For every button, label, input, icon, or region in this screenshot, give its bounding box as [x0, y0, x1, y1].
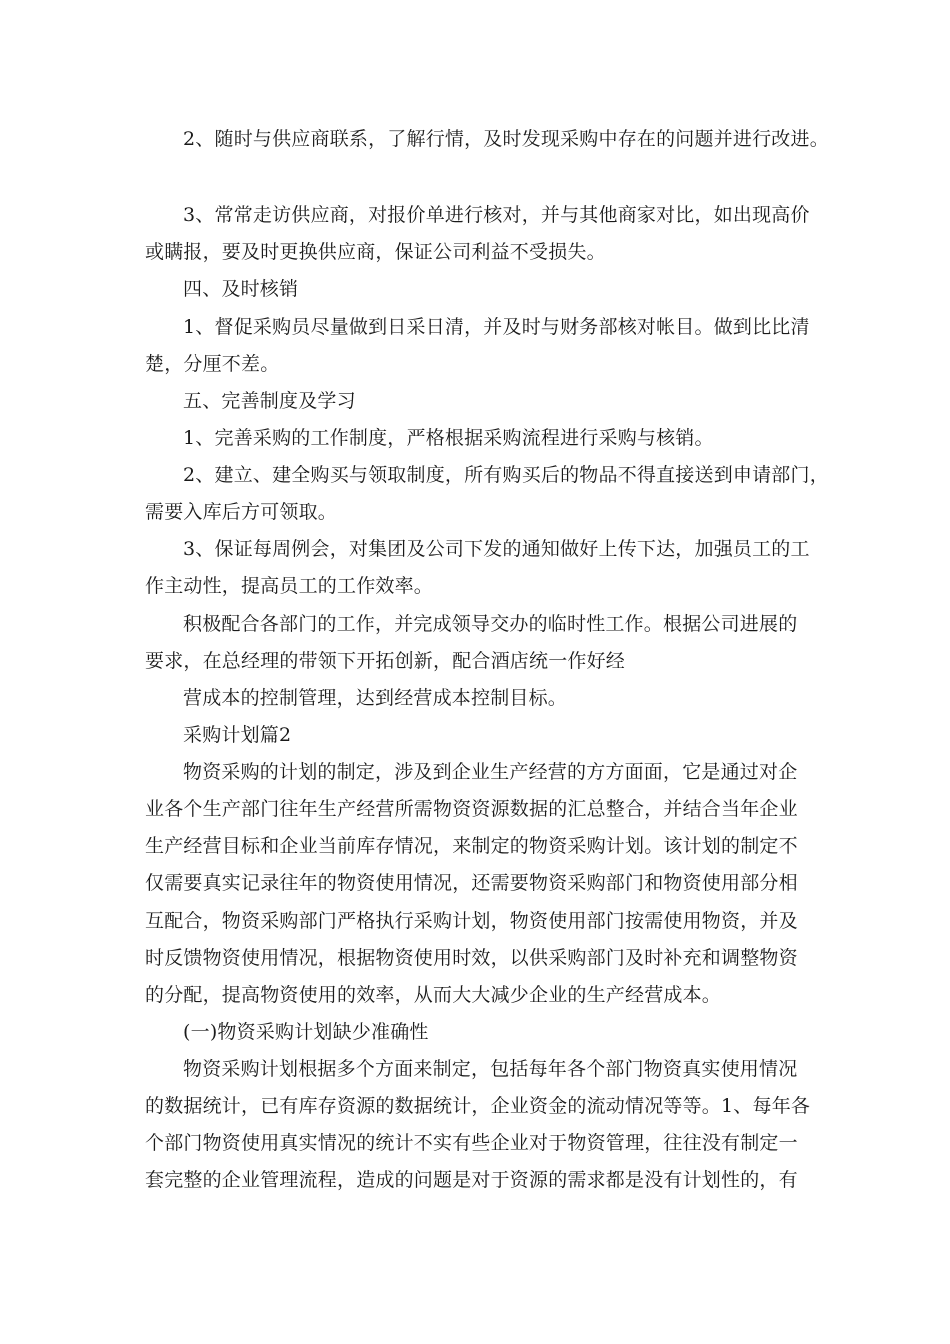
- section-heading: (一)物资采购计划缺少准确性: [183, 1021, 429, 1043]
- paragraph-line: 物资采购的计划的制定，涉及到企业生产经营的方方面面，它是通过对企: [183, 761, 798, 783]
- paragraph-line: 的数据统计，已有库存资源的数据统计，企业资金的流动情况等等。1、每年各: [145, 1095, 811, 1117]
- section-heading: 四、及时核销: [183, 278, 299, 300]
- paragraph-line: 楚，分厘不差。: [145, 353, 280, 375]
- paragraph-line: 套完整的企业管理流程，造成的问题是对于资源的需求都是没有计划性的，有: [145, 1169, 798, 1191]
- paragraph-line: 业各个生产部门往年生产经营所需物资资源数据的汇总整合，并结合当年企业: [145, 798, 798, 820]
- paragraph-line: 物资采购计划根据多个方面来制定，包括每年各个部门物资真实使用情况: [183, 1058, 798, 1080]
- section-heading: 采购计划篇2: [183, 724, 292, 746]
- paragraph-line: 需要入库后方可领取。: [145, 501, 338, 523]
- paragraph-line: 生产经营目标和企业当前库存情况，来制定的物资采购计划。该计划的制定不: [145, 835, 798, 857]
- paragraph-line: 2、随时与供应商联系，了解行情，及时发现采购中存在的问题并进行改进。: [183, 128, 829, 150]
- paragraph-line: 仅需要真实记录往年的物资使用情况，还需要物资采购部门和物资使用部分相: [145, 872, 798, 894]
- paragraph-line: 3、常常走访供应商，对报价单进行核对，并与其他商家对比，如出现高价: [183, 204, 810, 226]
- paragraph-line: 互配合，物资采购部门严格执行采购计划，物资使用部门按需使用物资，并及: [145, 910, 798, 932]
- paragraph-line: 要求，在总经理的带领下开拓创新，配合酒店统一作好经: [145, 650, 626, 672]
- paragraph-line: 3、保证每周例会，对集团及公司下发的通知做好上传下达，加强员工的工: [183, 538, 810, 560]
- paragraph-line: 的分配，提高物资使用的效率，从而大大减少企业的生产经营成本。: [145, 984, 722, 1006]
- paragraph-line: 作主动性，提高员工的工作效率。: [145, 575, 434, 597]
- paragraph-line: 个部门物资使用真实情况的统计不实有些企业对于物资管理，往往没有制定一: [145, 1132, 798, 1154]
- paragraph-line: 2、建立、建全购买与领取制度，所有购买后的物品不得直接送到申请部门，: [183, 464, 829, 486]
- paragraph-line: 或瞒报，要及时更换供应商，保证公司利益不受损失。: [145, 241, 606, 263]
- paragraph-line: 时反馈物资使用情况，根据物资使用时效，以供采购部门及时补充和调整物资: [145, 947, 798, 969]
- section-heading: 五、完善制度及学习: [183, 390, 356, 412]
- paragraph-line: 1、完善采购的工作制度，严格根据采购流程进行采购与核销。: [183, 427, 714, 449]
- paragraph-line: 营成本的控制管理，达到经营成本控制目标。: [183, 687, 568, 709]
- paragraph-line: 1、督促采购员尽量做到日采日清，并及时与财务部核对帐目。做到比比清: [183, 316, 810, 338]
- paragraph-line: 积极配合各部门的工作，并完成领导交办的临时性工作。根据公司进展的: [183, 613, 798, 635]
